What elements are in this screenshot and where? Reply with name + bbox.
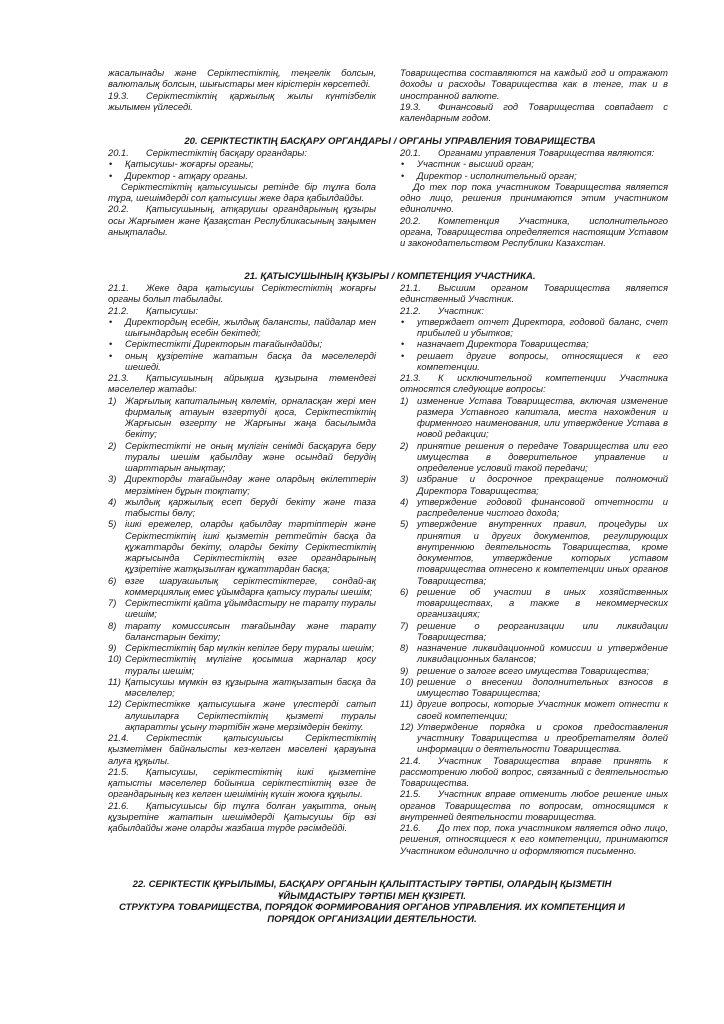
clause-text: Қатысушының айрықша құзырына төмендегі мәселелер жатады:: [108, 372, 376, 395]
item-text: изменение Устава Товарищества, включая изменение размера Уставного капитала, места нахождения и фирменного наименования, или утверждение Устава в новой редакции;: [417, 394, 668, 440]
list-item: [400, 586, 668, 620]
list-item: [400, 496, 668, 519]
clause-text: Органами управления Товарищества являются:: [438, 147, 655, 158]
clause-text: К исключительной компетенции Участника относятся следующие вопросы:: [400, 372, 668, 395]
bullet-list: [400, 316, 668, 372]
clause-number: 21.3.: [400, 372, 421, 383]
clause-number: 20.1.: [400, 147, 421, 158]
bullet-item: • назначает Директора Товарищества;: [400, 338, 668, 349]
item-text: назначение ликвидационной комиссии и утверждение ликвидационных балансов;: [417, 642, 668, 665]
item-text: утверждение внутренних правил, процедуры их принятия и других документов, регулирующих внутреннюю деятельность Товарищества, кроме документов, утверждение которых уставом товарищества отнесено к компетенции иных органов Товарищества;: [417, 518, 668, 586]
bullet-item: • Директор - исполнительный орган;: [400, 170, 668, 181]
section-20-heading: 20. СЕРІКТЕСТІКТІҢ БАСҚАРУ ОРГАНДАРЫ / ОРГАНЫ УПРАВЛЕНИЯ ТОВАРИЩЕСТВА: [184, 136, 596, 147]
clause-21-2: [400, 305, 668, 316]
item-text: решение о реорганизации или ликвидации Товарищества;: [417, 619, 668, 642]
bullet-item: • Директор - атқару органы.: [108, 170, 376, 181]
item-number: 9): [108, 642, 117, 653]
clause-21-5: [400, 788, 668, 822]
clause-number: 19.3.: [108, 89, 129, 101]
item-number: 9): [400, 664, 409, 676]
list-item: [400, 518, 668, 586]
heading-ru-line-2: ПОРЯДОК ОРГАНИЗАЦИИ ДЕЯТЕЛЬНОСТИ.: [267, 913, 477, 925]
list-item: [108, 473, 376, 496]
clause-text: Участник Товарищества вправе принять к рассмотрению любой вопрос, связанный с деятельностью Товарищества.: [400, 754, 668, 788]
item-text: ішкі ережелер, оларды қабылдау тәртіптерін және Серіктестіктің ішкі қызметін реттейтін басқа да құжаттарды бекіту, оларды бекіту Серіктестіктің жарғысында Серіктестіктің өзге органдарының құзіретіне жатқызылған құжаттардан басқа;: [125, 518, 376, 575]
item-text: Серіктестіктің бар мүлкін кепілге беру туралы шешім;: [125, 642, 374, 653]
item-number: 3): [108, 473, 117, 485]
clause-number: 21.6.: [400, 822, 421, 833]
bullet-item: • решает другие вопросы, относящиеся к его компетенции.: [400, 350, 668, 373]
clause-number: 20.2.: [108, 203, 129, 215]
clause-number: 21.2.: [400, 304, 421, 316]
clause-20-2: [400, 215, 668, 249]
item-text: принятие решения о передаче Товарищества или его имущества в доверительное управление и определение условий такой передачи;: [417, 439, 668, 473]
list-item: [108, 698, 376, 732]
item-text: решение о залоге всего имущества Товарищества;: [417, 664, 649, 676]
clause-number: 21.1.: [400, 282, 421, 293]
list-item: [400, 676, 668, 699]
paragraph-19-3: [108, 90, 376, 113]
bullet-item: • Участник - высший орган;: [400, 158, 668, 169]
clause-text: Серіктестік қатысушысы Серіктестіктің қызметімен байналысты кез-келген мәселені қарауына алуға құқылы.: [108, 732, 376, 766]
clause-text: Қатысушының, атқарушы органдарының құзыры осы Жарғымен және Қазақстан Республикасының заңымен анықталады.: [108, 203, 376, 237]
item-number: 7): [400, 619, 409, 631]
clause-text: Серіктестіктің басқару органдары:: [146, 147, 307, 158]
bullet-list: [400, 158, 668, 181]
section-20-left-column: [108, 147, 376, 237]
clause-text: Серіктестіктің қаржылық жылы күнтізбелік жылымен үйлеседі.: [108, 89, 376, 112]
list-item: [400, 395, 668, 440]
clause-21-6: [400, 822, 668, 856]
list-item: [400, 642, 668, 665]
bullet-item: • оның құзіретіне жататын басқа да мәселелерді шешеді.: [108, 350, 376, 373]
item-text: другие вопросы, которые Участник может отнести к своей компетенции;: [417, 698, 668, 721]
list-item: [108, 642, 376, 653]
item-text: решение о внесении дополнительных взносов в имущество Товарищества;: [417, 675, 668, 698]
top-left-column: [108, 67, 376, 112]
clause-21-3: [400, 372, 668, 395]
item-text: Қатысушы мүмкін өз құзырына жатқызатын басқа да мәселелер;: [125, 675, 376, 698]
clause-text: Высшим органом Товарищества является единственный Участник.: [400, 282, 668, 305]
list-item: [400, 620, 668, 643]
paragraph: жасалынады және Серіктестіктің, теңгелік болсын, валюталық болсын, шығыстары мен кірістерін көрсетеді.: [108, 67, 376, 90]
item-text: жылдық қаржылық есеп беруді бекіту және таза табысты бөлу;: [125, 495, 376, 518]
clause-number: 20.2.: [400, 214, 421, 226]
paragraph: Товарищества составляются на каждый год и отражают доходы и расходы Товарищества как в тенге, так и в иностранной валюте.: [400, 67, 668, 101]
item-text: решение об участии в иных хозяйственных товариществах, а также в некоммерческих организациях;: [417, 585, 668, 620]
list-item: [108, 440, 376, 474]
clause-text: Қатысушы:: [146, 304, 199, 316]
item-number: 2): [108, 439, 117, 451]
clause-number: 21.3.: [108, 372, 129, 383]
item-number: 12): [108, 698, 122, 710]
item-text: Серіктестікке қатысушыға және үлестерді сатып алушыларға Серіктестіктің қызметі туралы ақпаратты ұсыну тәртібін және мерзімдерін бекіту.: [125, 698, 376, 732]
clause-text: Участник:: [438, 304, 484, 316]
paragraph-19-3: [400, 101, 668, 124]
heading-kz-line-2: ҰЙЫМДАСТЫРУ ТӘРТІБІ МЕН ҚҰЗІРЕТІ.: [277, 890, 467, 902]
clause-text: До тех пор, пока участником является одно лицо, решения, относящиеся к его компетенции, принимаются Участником единолично и оформляются письменно.: [400, 822, 668, 856]
clause-20-1: [400, 147, 668, 158]
clause-21-4: [400, 755, 668, 789]
list-item: [108, 395, 376, 440]
item-number: 12): [400, 720, 414, 732]
heading-ru-line-1: СТРУКТУРА ТОВАРИЩЕСТВА, ПОРЯДОК ФОРМИРОВАНИЯ ОРГАНОВ УПРАВЛЕНИЯ. ИХ КОМПЕТЕНЦИЯ И: [119, 902, 625, 913]
item-number: 5): [108, 518, 117, 530]
paragraph: До тех пор пока участником Товарищества является одно лицо, решения принимаются этим участником единолично.: [400, 180, 668, 215]
clause-21-1: [108, 282, 376, 305]
list-item: [108, 496, 376, 519]
clause-21-2: [108, 305, 376, 316]
item-number: 6): [400, 585, 409, 597]
clause-number: 19.3.: [400, 100, 421, 112]
clause-20-1: [108, 147, 376, 158]
list-item: [400, 665, 668, 676]
clause-number: 21.1.: [108, 282, 129, 293]
clause-20-2: [108, 203, 376, 237]
item-number: 10): [400, 675, 414, 687]
heading-kz-line-1: 22. СЕРІКТЕСТІК ҚҰРЫЛЫМЫ, БАСҚАРУ ОРГАНЫН ҚАЛЫПТАСТЫРУ ТӘРТІБІ, ОЛАРДЫҢ ҚЫЗМЕТІН: [132, 879, 612, 890]
item-number: 11): [108, 675, 121, 687]
bullet-list: [108, 158, 376, 181]
list-item: [108, 653, 376, 676]
paragraph: Серіктестіктің қатысушысы ретінде бір тұлға бола тұра, шешімдерді сол қатысушы жеке дара қабылдайды.: [108, 180, 376, 203]
clause-text: Қатысушы, серіктестіктің ішкі қызметіне қатысты мәселелер бойынша серіктестіктің өзге де органдарының кез келген шешімінің күшін жоюға құқылы.: [108, 765, 376, 800]
item-number: 8): [108, 619, 117, 631]
section-21-right-column: [400, 282, 668, 856]
list-item: [400, 473, 668, 496]
item-text: Серіктестікті не оның мүлігін сенімді басқаруға беру туралы шешім қабылдау және осындай берудің шарттарын анықтау;: [125, 439, 376, 473]
list-item: [108, 575, 376, 598]
item-number: 11): [400, 698, 413, 710]
item-text: Серіктестіктің мүлігіне қосымша жарналар қосу туралы шешім;: [125, 653, 376, 676]
item-text: утверждение годовой финансовой отчетности и распределение чистого дохода;: [417, 495, 668, 518]
list-item: [400, 721, 668, 755]
section-21-heading: 21. ҚАТЫСУШЫНЫҢ ҚҰЗЫРЫ / КОМПЕТЕНЦИЯ УЧАСТНИКА.: [244, 271, 536, 282]
section-21-left-column: [108, 282, 376, 833]
clause-text: Жеке дара қатысушы Серіктестіктің жоғарғы органы болып табылады.: [108, 282, 376, 305]
clause-number: 21.4.: [108, 732, 129, 743]
bullet-item: • Қатысушы- жоғарғы органы;: [108, 158, 376, 169]
item-number: 7): [108, 597, 117, 608]
clause-number: 21.2.: [108, 304, 129, 316]
clause-number: 21.5.: [108, 765, 129, 777]
list-item: [108, 620, 376, 643]
item-text: өзге шаруашылық серіктестіктерге, сондай-ақ коммерциялық емес ұйымдарға қатысу туралы шешім;: [125, 574, 376, 597]
top-right-column: [400, 67, 668, 123]
clause-text: Участник вправе отменить любое решение иных органов Товарищества по вопросам, относящимся к внутренней деятельности товарищества.: [400, 788, 668, 822]
item-text: избрание и досрочное прекращение полномочий Директора Товарищества;: [417, 473, 668, 496]
list-item: [400, 440, 668, 474]
item-number: 5): [400, 518, 409, 530]
item-number: 1): [108, 394, 117, 406]
section-22-heading: [72, 879, 672, 925]
clause-21-6: [108, 800, 376, 834]
item-number: 1): [400, 394, 409, 406]
clause-21-5: [108, 766, 376, 800]
item-number: 8): [400, 642, 409, 653]
clause-text: Компетенция Участника, исполнительного органа, Товарищества определяется настоящим Уставом и законодательством Республики Казахстан.: [400, 214, 668, 248]
item-number: 2): [400, 439, 409, 451]
list-item: [108, 518, 376, 574]
clause-21-1: [400, 282, 668, 305]
item-text: Директорды тағайындау және олардың өкілеттерін мерзімінен бұрын тоқтату;: [125, 473, 376, 496]
item-text: Жарғылық капиталының көлемін, орналасқан жері мен фирмалық атауын өзгертуді қоса, Серіктестіктің Жарғысын өзгерту не Жарғыны жаңа басылымда бекіту;: [125, 394, 376, 440]
item-number: 4): [400, 495, 409, 507]
numbered-list: [108, 395, 376, 733]
clause-number: 21.6.: [108, 799, 129, 811]
clause-text: Финансовый год Товарищества совпадает с календарным годом.: [400, 100, 668, 123]
item-text: Серіктестікті қайта ұйымдастыру не тарату туралы шешім;: [125, 597, 376, 620]
clause-number: 21.4.: [400, 754, 421, 766]
bullet-list: [108, 316, 376, 372]
item-number: 10): [108, 653, 122, 665]
item-number: 3): [400, 473, 409, 485]
item-number: 4): [108, 495, 117, 507]
clause-number: 20.1.: [108, 147, 129, 158]
clause-number: 21.5.: [400, 788, 421, 800]
bullet-item: • Серіктестікті Директорын тағайындайды;: [108, 338, 376, 349]
list-item: [400, 698, 668, 721]
bullet-item: • Директордың есебін, жылдық балансты, пайдалар мен шығындардың есебін бекітеді;: [108, 316, 376, 339]
item-text: тарату комиссиясын тағайындау және тарату баланстарын бекіту;: [125, 619, 376, 642]
section-20-right-column: [400, 147, 668, 248]
item-text: Утверждение порядка и сроков предоставления участнику Товарищества и преобретателям долей информации о деятельности Товарищества.: [417, 720, 668, 755]
list-item: [108, 676, 376, 699]
numbered-list: [400, 395, 668, 755]
clause-21-3: [108, 372, 376, 395]
clause-21-4: [108, 732, 376, 766]
bullet-item: • утверждает отчет Директора, годовой баланс, счет прибылей и убытков;: [400, 316, 668, 339]
list-item: [108, 597, 376, 620]
clause-text: Қатысушысы бір тұлға болған уақытта, оның құзыретіне жататын шешімдерді Қатысушы бір өзі қабылдайды және оларды жазбаша түрде рәсімдейді.: [108, 799, 376, 833]
item-number: 6): [108, 574, 117, 586]
